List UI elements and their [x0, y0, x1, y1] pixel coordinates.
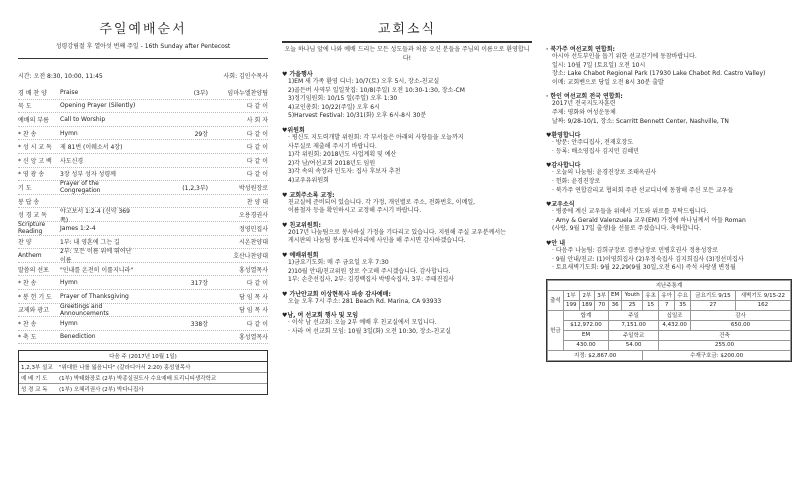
- notice-section: [546, 44, 792, 87]
- offering-box: [546, 279, 792, 362]
- offering-value: 7,151.00: [609, 320, 659, 330]
- order-meta: 29장: [194, 130, 208, 138]
- order-meta: (3부): [193, 89, 208, 97]
- order-label: 말씀의 선포: [18, 266, 49, 274]
- section-line: · 오늘의 나눔팀: 윤경진장로 조태옥권사: [552, 169, 657, 177]
- order-leader: 다 같 이: [246, 157, 268, 165]
- service-time: 시간: 오전 8:30, 10:00, 11:45: [18, 73, 103, 80]
- order-leader: 임마누엘찬양팀: [227, 89, 268, 97]
- attendance-head: 수요: [675, 290, 691, 300]
- notice-section: [546, 130, 792, 156]
- order-row: [18, 304, 268, 318]
- attendance-head: EM: [609, 290, 622, 300]
- section-line: · 사라 여 선교회 모임: 10월 3일(화) 오전 10:30, 장소-친교실: [288, 327, 451, 335]
- attendance-value: 25: [622, 300, 643, 310]
- attendance-value: 36: [609, 300, 622, 310]
- section-line: · 이삭 남 선교회: 오늘 2부 예배 후 친교실에서 모입니다.: [288, 319, 437, 327]
- worship-order-column: [18, 0, 268, 395]
- order-content: 1부: 내 영혼에 그는 길: [60, 239, 120, 247]
- order-row: [18, 181, 268, 195]
- order-label: * 축 도: [18, 332, 60, 341]
- order-content: Opening Prayer (Silently): [60, 102, 136, 110]
- attendance-head: 금요기도 9/15: [691, 290, 736, 300]
- section-title: ♥ 친교위원회:: [282, 221, 321, 229]
- order-row: [18, 222, 268, 236]
- section-line: 날짜: 9/28-10/1, 장소: Scarritt Bennett Center, Nashville, TN: [552, 117, 729, 125]
- next-week-value: (1부) 오혜리권사 (2부) 박다니집사: [59, 387, 144, 394]
- order-label: 기 도: [18, 184, 32, 192]
- section-line: 5)Harvest Festival: 10/31(화) 오후 6시-8시 30분: [288, 112, 427, 120]
- order-meta: 317장: [190, 280, 208, 288]
- section-line: 3)각 속의 속장과 인도자: 집사 후보자 추천: [288, 168, 401, 176]
- section-line: 게시판의 나눔팀 봉사표 빈자리에 사인을 해 주시면 감사하겠습니다.: [288, 237, 466, 245]
- order-content: Hymn: [60, 319, 78, 327]
- section-title: ♥감사합니다: [546, 162, 581, 170]
- order-content: 제 81번 (이웨소서 4장): [60, 144, 123, 152]
- order-label: 교제와 광고: [18, 307, 49, 315]
- attendance-label: 출석: [548, 290, 564, 310]
- offering-head: EM: [563, 330, 608, 340]
- next-week-label: 1,2,3부 설교: [21, 365, 53, 372]
- divider: [18, 58, 268, 59]
- offering-value: 650.00: [691, 320, 791, 330]
- section-title: ♥안 내: [546, 239, 566, 247]
- order-content: Praise: [60, 88, 79, 96]
- offering-value: 54.00: [609, 340, 659, 350]
- order-row: [18, 100, 268, 114]
- offering-head: 주일학교: [609, 330, 659, 340]
- section-line: 4)교인총회: 10/22(주일) 오후 6시: [288, 103, 380, 111]
- section-title: ♥ 교회주소록 교정:: [282, 191, 335, 199]
- section-line: 1)EM 새 가족 환영 디너: 10/7(토) 오후 5시, 장소-친교실: [288, 78, 440, 85]
- order-list: [18, 86, 268, 344]
- section-line: 이름철자 등을 확인하시고 교정해 주시기 바랍니다.: [288, 207, 422, 215]
- section-line: 2017년 나눔팀으로 봉사하실 가정을 기다리고 있습니다. 지원해 주실 교우분께서는: [288, 228, 506, 236]
- section-title: ♥남, 여 선교회 행사 및 모임: [282, 312, 359, 320]
- section-line: 2017년 전국지도자훈련: [552, 100, 616, 108]
- section-line: 1)각 위원회: 2018년도 사업계획 및 예산: [288, 151, 397, 159]
- section-title: ♥위원회: [282, 126, 305, 134]
- section-title: ♥ 가을행사: [282, 71, 313, 78]
- order-leader: 정영민집사: [239, 225, 268, 233]
- order-row: [18, 168, 268, 182]
- order-content: 2부: 모든 이름 위에 뛰어난 이름: [60, 248, 132, 265]
- section-line: · 토요새벽기도회: 9월 22,29(9월 30일,오전 6시) 즉석 사랑샘 변정월: [552, 264, 736, 272]
- next-week-header: 다음 주 (2017년 10월 1일): [19, 351, 267, 362]
- notice-section: [546, 238, 792, 273]
- order-row: [18, 317, 268, 331]
- section-title: · 북가주 여선교회 연합회:: [546, 46, 615, 53]
- order-row: [18, 263, 268, 277]
- section-line: · 병중에 계신 교우들을 위해서 기도와 위로를 부탁드립니다.: [552, 208, 709, 216]
- order-row: [18, 249, 268, 263]
- attendance-value: 189: [579, 300, 595, 310]
- order-leader: 담 임 목 사: [239, 293, 268, 301]
- attendance-value: 15: [643, 300, 659, 310]
- next-week-rows: [19, 362, 267, 394]
- next-week-row: [19, 373, 267, 384]
- attendance-value: 162: [735, 300, 790, 310]
- order-row: [18, 154, 268, 168]
- order-leader: 홍성열목사: [239, 334, 268, 342]
- offering-head: 감사: [691, 310, 791, 320]
- service-time-row: [18, 71, 268, 80]
- attendance-head: 3부: [595, 290, 609, 300]
- order-leader: 다 같 이: [246, 171, 268, 179]
- notice-section: [282, 69, 532, 121]
- order-label: * 찬 송: [18, 278, 60, 287]
- next-week-value: "위대한 나를 잃음니다" (갈라디아서 2:20) 홍성열목사: [59, 365, 191, 372]
- attendance-value: 35: [675, 300, 691, 310]
- order-label: * 봉 헌 기 도: [18, 292, 60, 301]
- order-meta: 338장: [190, 320, 208, 328]
- attendance-head: 유초: [643, 290, 659, 300]
- order-leader: 시온찬양대: [239, 239, 268, 247]
- section-title: ♥교우소식: [546, 201, 575, 209]
- order-content: Hymn: [60, 279, 78, 287]
- order-meta: (1,2,3부): [182, 184, 208, 192]
- section-line: 사무실로 제출해 주시기 바랍니다.: [288, 142, 377, 150]
- attendance-value: 199: [563, 300, 579, 310]
- order-row: [18, 208, 268, 222]
- attendance-head: 1부: [563, 290, 579, 300]
- order-label: * 영 광 송: [18, 169, 60, 178]
- order-label: 봉 답 송: [18, 198, 40, 206]
- notice-section: [282, 125, 532, 186]
- offering-head: 건축: [659, 330, 791, 340]
- order-leader: 다 같 이: [246, 103, 268, 111]
- order-label: * 찬 송: [18, 319, 60, 328]
- section-line: · 9월 안내/친교: (1)이영희집사 (2)우정숙집사 김지희집사 (3)정선미집사: [552, 255, 744, 263]
- next-week-row: [19, 362, 267, 373]
- order-leader: 다 같 이: [246, 280, 268, 288]
- next-week-row: [19, 384, 267, 394]
- order-leader: 사 회 자: [246, 116, 268, 124]
- offering-value: $12,972.00: [563, 320, 608, 330]
- attendance-head: 2부: [579, 290, 595, 300]
- order-row: [18, 276, 268, 290]
- offering-head: 십일조: [659, 310, 691, 320]
- order-content: James 1:2-4: [60, 224, 96, 232]
- order-content: Call to Worship: [60, 115, 106, 123]
- notice-section: [282, 289, 532, 307]
- order-content: 야고보서 1:2-4 (신약 369쪽): [60, 207, 130, 224]
- section-line: · 헌화: 윤경진장로: [552, 177, 601, 185]
- section-line: · 평신도 지도력개발 위원회: 각 부서들은 아래의 사항들을 오늘까지: [288, 133, 464, 141]
- section-title: ♥환영합니다: [546, 132, 581, 140]
- notice-section: [282, 250, 532, 285]
- offering-foot-left: 지정: $2,867.00: [548, 350, 643, 360]
- order-row: [18, 86, 268, 100]
- section-title: ♥ 가난안교회 이상현목사 파송 감사예배:: [282, 290, 391, 298]
- section-line: 4)교우유위원회: [288, 176, 329, 184]
- order-leader: 박성원장로: [239, 184, 268, 192]
- order-label: * 성 시 교 독: [18, 142, 60, 151]
- order-leader: 담 임 목 사: [239, 307, 268, 315]
- divider: [282, 41, 532, 43]
- offering-value: 255.00: [659, 340, 791, 350]
- offering-value: 430.00: [563, 340, 608, 350]
- attendance-value: 27: [691, 300, 736, 310]
- notice-section: [282, 310, 532, 336]
- notice-title: 교회소식: [377, 22, 437, 37]
- attendance-head: Youth: [622, 290, 643, 300]
- notice-sections: [282, 69, 532, 336]
- section-line: 아시아 선도부인을 돕기 위한 선교걷기에 동참바랍니다.: [552, 53, 697, 60]
- order-label: * 찬 송: [18, 129, 60, 138]
- order-title: 주일예배순서: [99, 22, 187, 37]
- order-content: 3장 성부 성자 성령께: [60, 171, 116, 179]
- side-sections: [546, 44, 792, 273]
- section-line: · Amy & Gerald Valenzuela 교우(EM) 가정에 하나님께서 아들 Roman: [552, 216, 746, 224]
- offering-value: 4,432.00: [659, 320, 691, 330]
- order-leader: 홍성열목사: [239, 266, 268, 274]
- order-subtitle: 성령강림절 후 열아섯 번째 주일 - 16th Sunday after Pentecost: [55, 43, 231, 50]
- order-row: [18, 290, 268, 304]
- section-title: · 한인 여선교회 전국 연합회:: [546, 93, 623, 101]
- section-line: · 다음주 나눔팀: 김희규장로 김종남장로 민병호권사 정용성장로: [552, 246, 719, 254]
- notice-section: [546, 91, 792, 126]
- section-line: 2)골든버 사역부 일일찻집: 10/8(주일) 오전 10:30-1:30, 장소-CM: [288, 86, 465, 94]
- offering-head: 합계: [563, 310, 608, 320]
- section-line: 일시: 10월 7일 (토요일) 오전 10시: [552, 61, 646, 69]
- order-leader: 찬 양 대: [246, 198, 268, 206]
- section-line: · 북가주 연합감리교 협의회 주관 선교디너에 동참해 주신 모든 교우들: [552, 186, 734, 194]
- order-leader: 다 같 이: [246, 320, 268, 328]
- order-content: Hymn: [60, 129, 78, 137]
- section-line: 주제: 평화와 여성운동체: [552, 108, 616, 116]
- notice-section: [282, 190, 532, 216]
- side-column: [546, 0, 792, 362]
- notice-intro: 오늘 하나님 앞에 나와 예배 드리는 모든 성도들과 처음 오신 분들을 주님의 이름으로 환영합니다!: [284, 46, 530, 62]
- order-content: "인내를 온전히 이룰지니라": [60, 266, 134, 274]
- notice-section: [546, 160, 792, 195]
- order-row: [18, 127, 268, 141]
- offering-foot-right: 수재구호금: $200.00: [643, 350, 791, 360]
- section-line: 1부: 손춘선집사, 2부: 김경백집사 박병숙집사, 3부: 주태진집사: [288, 276, 455, 284]
- announcements-column: [282, 0, 532, 336]
- offering-title: 지난주통계: [548, 280, 791, 290]
- next-week-label: 예 배 기 도: [21, 376, 48, 383]
- attendance-head: 유아: [659, 290, 675, 300]
- order-row: [18, 195, 268, 209]
- order-leader: 다 같 이: [246, 130, 268, 138]
- attendance-value: 7: [659, 300, 675, 310]
- order-label: 찬 양: [18, 239, 32, 247]
- order-content: Greetings and Announcements: [60, 302, 109, 317]
- section-line: 이메: 교회벤으로 당일 오전 8시 30분 출발: [552, 78, 664, 86]
- offering-label: 헌금: [548, 310, 564, 350]
- order-label: Scripture Reading: [18, 221, 46, 236]
- order-label: 예배의 부름: [18, 116, 49, 124]
- notice-section: [546, 199, 792, 234]
- offering-head: 주일: [609, 310, 659, 320]
- order-row: [18, 331, 268, 345]
- attendance-head: 새벽기도 9/15-22: [735, 290, 790, 300]
- section-line: 친교실에 준비되어 있습니다. 각 가정, 개인별로 주소, 전화번호, 이메일,: [288, 198, 476, 206]
- section-line: · 방문: 안주디집사, 전재호장도: [552, 139, 634, 147]
- next-week-label: 성 경 교 독: [21, 387, 48, 394]
- section-line: 1)금요기도회: 매 주 금요일 오후 7:30: [288, 258, 389, 266]
- order-content: Prayer of Thanksgiving: [60, 292, 129, 300]
- order-row: [18, 113, 268, 127]
- order-label: * 신 앙 고 백: [18, 156, 60, 165]
- order-label: 성 경 교 독: [18, 212, 47, 220]
- next-week-value: (1부) 박태화장로 (2부) 박종실권도사 수요예배 트리니티생각학교: [59, 376, 217, 383]
- order-leader: 다 같 이: [246, 144, 268, 152]
- section-line: 2)각 남/여선교회 2018년도 임원: [288, 159, 376, 167]
- next-week-box: [18, 350, 268, 395]
- section-title: ♥ 예배위원회: [282, 251, 319, 259]
- section-line: 2)10월 안내/친교위원 장로 수고해 주시겠습니다. 감사합니다.: [288, 267, 451, 275]
- order-content: Prayer of the Congregation: [60, 180, 101, 195]
- order-row: [18, 140, 268, 154]
- order-label: 묵 도: [18, 103, 32, 111]
- order-content: Benediction: [60, 333, 96, 341]
- order-label: Anthem: [18, 251, 42, 259]
- attendance-value: 70: [595, 300, 609, 310]
- section-line: 3)정기임원회: 10/15 일(주일) 오후 1:30: [288, 95, 398, 103]
- order-content: 사도신경: [60, 157, 84, 165]
- order-leader: 호산나찬양대: [233, 252, 268, 260]
- presider: 사회: 김인수목사: [223, 73, 268, 80]
- section-line: 장소: Lake Chabot Regional Park (17930 Lake Chabot Rd. Castro Valley): [552, 70, 766, 78]
- order-leader: 오용경권사: [239, 212, 268, 220]
- order-label: 경 배 찬 양: [18, 89, 47, 97]
- section-line: 오늘 오후 7시 주소: 281 Beach Rd. Marina, CA 93933: [288, 297, 442, 305]
- notice-section: [282, 220, 532, 246]
- section-line: · 등록: 배소영집사 김지민 김혜민: [552, 147, 639, 155]
- order-row: [18, 236, 268, 250]
- section-line: (사랑, 9월 17일 출생)을 선물로 주셨습니다. 축하합니다.: [552, 225, 702, 233]
